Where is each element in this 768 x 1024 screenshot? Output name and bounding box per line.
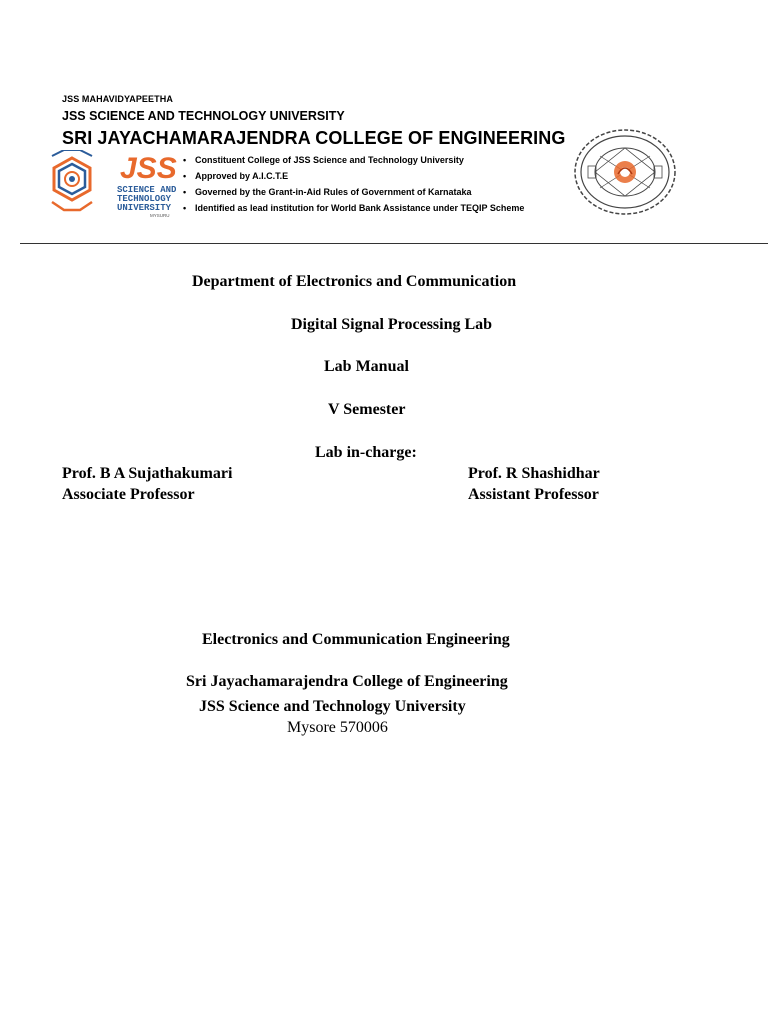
city-address: Mysore 570006 [287,719,388,736]
faculty-1-title: Associate Professor [62,486,195,503]
jss-emblem-icon [50,150,180,220]
gear-seal-icon [570,126,680,218]
manual-title: Lab Manual [324,358,409,375]
jss-logo [50,150,180,220]
header-mahavidyapeetha: JSS MAHAVIDYAPEETHA [62,94,173,104]
logo-city: MYSURU [150,213,170,218]
semester: V Semester [328,401,406,418]
department-heading: Department of Electronics and Communication [192,273,517,290]
logo-line-3: UNIVERSITY [117,203,172,213]
faculty-1-name: Prof. B A Sujathakumari [62,465,233,482]
college-name: Sri Jayachamarajendra College of Engineering [186,673,508,690]
branch-name: Electronics and Communication Engineering [202,631,510,648]
list-item: • Governed by the Grant-in-Aid Rules of Government of Karnataka [183,187,472,197]
header-divider [20,243,768,244]
logo-line-1: SCIENCE AND [117,185,177,195]
list-item: • Constituent College of JSS Science and Technology University [183,155,464,165]
incharge-label: Lab in-charge: [315,444,417,461]
header-university: JSS SCIENCE AND TECHNOLOGY UNIVERSITY [62,109,345,123]
university-name: JSS Science and Technology University [199,698,466,715]
college-seal [570,126,680,218]
accreditation-list [183,152,524,216]
faculty-2-name: Prof. R Shashidhar [468,465,600,482]
jss-wordmark: JSS [120,152,177,185]
faculty-2-title: Assistant Professor [468,486,599,503]
lab-name: Digital Signal Processing Lab [291,316,493,333]
logo-line-2: TECHNOLOGY [117,194,172,204]
header-college: SRI JAYACHAMARAJENDRA COLLEGE OF ENGINEERING [62,128,566,148]
list-item: • Identified as lead institution for World Bank Assistance under TEQIP Scheme [183,203,525,213]
list-item: • Approved by A.I.C.T.E [183,171,289,181]
